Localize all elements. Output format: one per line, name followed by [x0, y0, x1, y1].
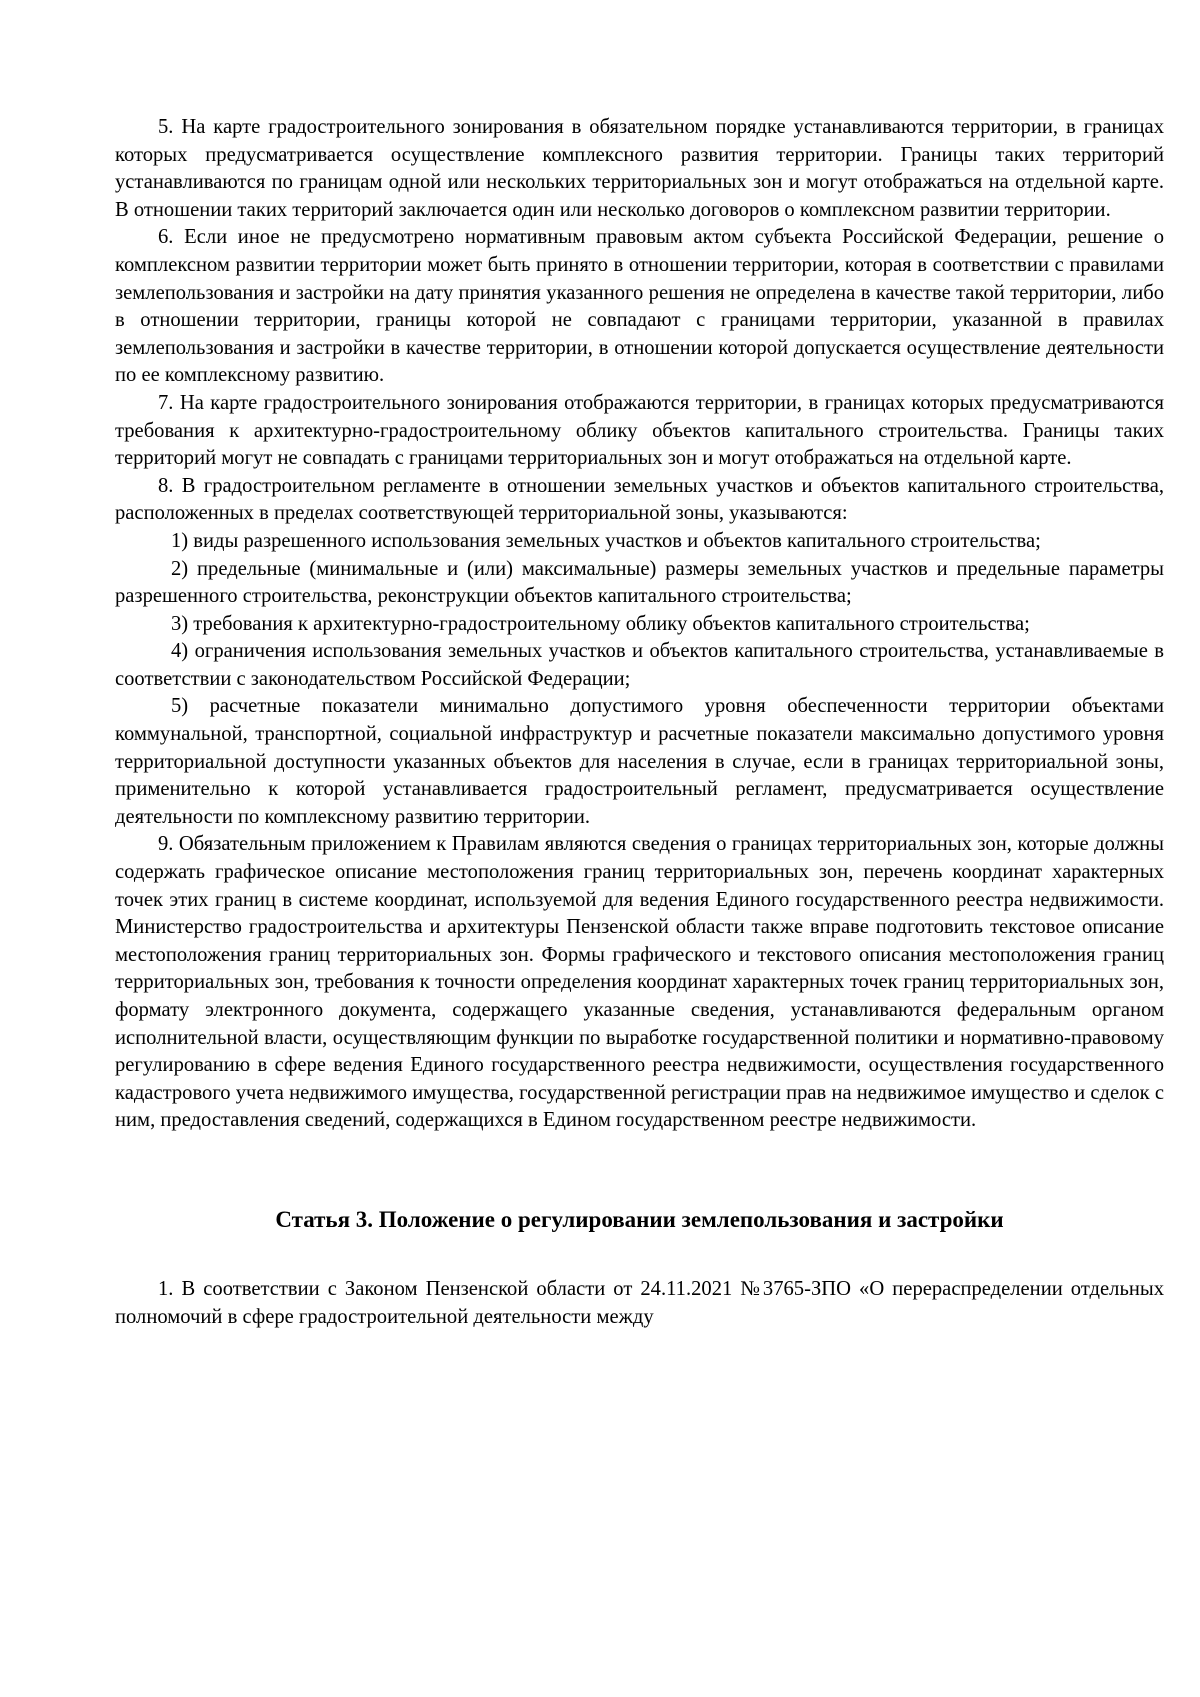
list-item-1: 1) виды разрешенного использования земельных участков и объектов капитального строительства;: [171, 529, 1041, 552]
paragraph-9: 9. Обязательным приложением к Правилам являются сведения о границах территориальных зон, которые должны содержать графическое описание местоположения границ территориальных зон, перечень координат характерных точек этих границ в системе координат, используемой для ведения Единого государственного реестра недвижимости. Министерство градостроительства и архитектуры Пензенской области также вправе подготовить текстовое описание местоположения границ территориальных зон. Формы графического и текстового описания местоположения границ территориальных зон, требования к точности определения координат характерных точек границ территориальных зон, формату электронного документа, содержащего указанные сведения, устанавливаются федеральным органом исполнительной власти, осуществляющим функции по выработке государственной политики и нормативно-правовому регулированию в сфере ведения Единого государственного реестра недвижимости, осуществления государственного кадастрового учета недвижимого имущества, государственной регистрации прав на недвижимое имущество и сделок с ним, предоставления сведений, содержащихся в Едином государственном реестре недвижимости.: [115, 833, 1164, 1132]
article-heading: Статья 3. Положение о регулировании землепользования и застройки: [275, 1206, 1004, 1232]
paragraph-7: 7. На карте градостроительного зонирования отображаются территории, в границах которых предусматриваются требования к архитектурно-градостроительному облику объектов капитального строительства. Границы таких территорий могут не совпадать с границами территориальных зон и могут отображаться на отдельной карте.: [115, 391, 1164, 470]
document-page: [115, 114, 1164, 1331]
list-item-5: 5) расчетные показатели минимально допустимого уровня обеспеченности территории объектами коммунальной, транспортной, социальной инфраструктур и расчетные показатели максимально допустимого уровня территориальной доступности указанных объектов для населения в случае, если в границах территориальной зоны, применительно к которой устанавливается градостроительный регламент, предусматривается осуществление деятельности по комплексному развитию территории.: [115, 695, 1164, 828]
article-paragraph-1: 1. В соответствии с Законом Пензенской области от 24.11.2021 №3765-ЗПО «О перераспределении отдельных полномочий в сфере градостроительной деятельности между: [115, 1277, 1164, 1328]
list-item-2: 2) предельные (минимальные и (или) максимальные) размеры земельных участков и предельные параметры разрешенного строительства, реконструкции объектов капитального строительства;: [115, 557, 1164, 608]
paragraph-5: 5. На карте градостроительного зонирования в обязательном порядке устанавливаются территории, в границах которых предусматривается осуществление комплексного развития территории. Границы таких территорий устанавливаются по границам одной или нескольких территориальных зон и могут отображаться на отдельной карте. В отношении таких территорий заключается один или несколько договоров о комплексном развитии территории.: [115, 116, 1164, 221]
list-item-3: 3) требования к архитектурно-градостроительному облику объектов капитального строительства;: [171, 612, 1030, 635]
paragraph-6: 6. Если иное не предусмотрено нормативным правовым актом субъекта Российской Федерации, решение о комплексном развитии территории может быть принято в отношении территории, которая в соответствии с правилами землепользования и застройки на дату принятия указанного решения не определена в качестве такой территории, либо в отношении территории, границы которой не совпадают с границами территории, указанной в правилах землепользования и застройки в качестве территории, в отношении которой допускается осуществление деятельности по ее комплексному развитию.: [115, 226, 1164, 387]
paragraph-8: 8. В градостроительном регламенте в отношении земельных участков и объектов капитального строительства, расположенных в пределах соответствующей территориальной зоны, указываются:: [115, 474, 1164, 525]
list-item-4: 4) ограничения использования земельных участков и объектов капитального строительства, устанавливаемые в соответствии с законодательством Российской Федерации;: [115, 640, 1164, 690]
